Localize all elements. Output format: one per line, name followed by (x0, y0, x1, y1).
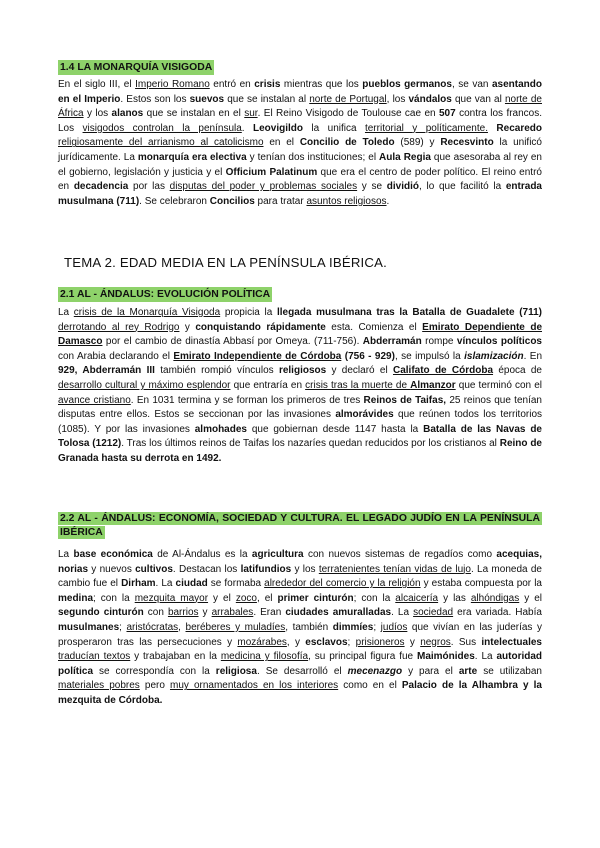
text-run: esclavos (305, 636, 348, 648)
text-run: crisis tras la muerte de (305, 379, 411, 391)
text-run: alhóndigas (470, 592, 520, 604)
text-run: y para el (402, 665, 459, 677)
text-run: entró en (209, 79, 255, 90)
text-run: conquistando rápidamente (195, 321, 326, 333)
text-run: ciudad (175, 578, 208, 590)
text-run: mezquita mayor (134, 592, 209, 604)
text-run: La (58, 549, 74, 560)
text-run: contra los francos. Los (58, 108, 543, 134)
text-run: y declaró el (326, 365, 393, 377)
text-run: medicina y filosofía (220, 651, 309, 663)
text-run: propicia la (220, 307, 277, 318)
text-run: ; (347, 636, 356, 648)
text-run: se formaba (207, 578, 265, 590)
text-run: asuntos religiosos (306, 195, 387, 207)
text-run: ; (373, 621, 381, 633)
text-run: y se (357, 181, 387, 193)
text-run: barrios (167, 607, 199, 619)
text-run: , se impulsó la (394, 350, 465, 362)
text-run: con nuevos sistemas de regadíos como (303, 549, 497, 560)
text-run: con (143, 607, 168, 619)
text-run: pero (139, 680, 170, 692)
text-run: era variada. Había (453, 607, 542, 619)
text-run: , y (286, 636, 306, 648)
text-run: 25 reinos que tenían disputas entre ellos. Estos se seccionan por las invasiones (58, 394, 542, 421)
text-run: y nuevos (88, 563, 136, 575)
text-run: vínculos políticos (456, 336, 542, 348)
text-run: Imperio Romano (135, 79, 210, 90)
text-run: . El Reino Visigodo de Toulouse cae en (257, 108, 439, 120)
section-1-4-heading: 1.4 LA MONARQUÍA VISIGODA (60, 62, 213, 73)
text-run: se correspondía con la (93, 665, 216, 677)
text-run: y (179, 321, 196, 333)
text-run: , su principal figura fue (308, 651, 417, 663)
text-run: y los (291, 563, 319, 575)
text-run: . La (391, 607, 414, 619)
text-run: muy ornamentados en los interiores (169, 680, 339, 692)
text-run: que era el centro de poder político. El reino entró en (58, 166, 542, 193)
text-run: sociedad (413, 607, 454, 619)
text-run: . Se desarrolló el (256, 665, 348, 677)
text-run: beréberes y muladíes (185, 621, 286, 633)
text-run: por el cambio de dinastía Abbasí por Omeya. (711-756). (102, 336, 363, 348)
text-run: latifundios (240, 563, 292, 575)
text-run: Palacio de la Alhambra y la mezquita de Córdoba. (58, 680, 542, 706)
text-run: . Eran (253, 607, 286, 619)
text-run: Concilios (209, 195, 255, 207)
text-run: traducían textos (58, 651, 131, 663)
text-run: alrededor del comercio y la religión (264, 578, 421, 590)
text-run: Officium Palatinum (225, 166, 318, 178)
text-run: que reúnen todos los territorios (1085). Y por las invasiones (58, 409, 543, 435)
text-run: la unifica (303, 122, 365, 134)
text-run: se utilizaban (477, 665, 542, 677)
text-run: y tenían dos instituciones; el (246, 151, 380, 163)
section-2-2-heading-wrap (58, 512, 542, 540)
text-run: Emirato Dependiente de Damasco (58, 321, 542, 348)
text-run: arrabales (211, 607, 254, 619)
text-run: que se instalan en el (143, 108, 245, 120)
text-run: ; con la (93, 592, 135, 604)
text-run: mientras que los (280, 79, 363, 90)
text-run: religiosa (215, 665, 257, 677)
text-run: autoridad política (58, 651, 543, 677)
text-run: vándalos (408, 93, 452, 105)
text-run: mozárabes (237, 636, 287, 648)
text-run: Emirato Independiente de Córdoba (173, 350, 342, 362)
text-run: intelectuales (481, 636, 542, 648)
text-run: rompe (421, 336, 457, 348)
text-run: agricultura (251, 549, 304, 560)
text-run: y los (83, 108, 112, 120)
text-run: . (386, 195, 390, 207)
text-run: dimmíes (332, 621, 374, 633)
text-run: desarrollo cultural y máximo esplendor (58, 379, 231, 391)
text-run: y el (208, 592, 236, 604)
text-run: almohades (194, 423, 247, 435)
text-run: Recesvinto (440, 137, 494, 149)
section-2-1-paragraph (58, 306, 542, 467)
text-run: pueblos germanos (362, 79, 452, 90)
text-run: llegada musulmana tras la Batalla de Guadalete (711) (276, 307, 543, 318)
text-run: crisis de la Monarquía Visigoda (73, 307, 221, 318)
text-run: que se instalan al (224, 93, 310, 105)
text-run: . Sus (450, 636, 482, 648)
section-2-1-heading-wrap (58, 284, 272, 302)
text-run: Dirham (121, 578, 156, 590)
text-run: y el (519, 592, 543, 604)
text-run: ciudades amuralladas (285, 607, 392, 619)
text-run: visigodos controlan la península (82, 122, 242, 134)
text-run: 929, Abderramán III (58, 365, 155, 377)
text-run: , también (285, 621, 333, 633)
text-run: 507 (438, 108, 456, 120)
text-run: Califato de Córdoba (392, 365, 494, 377)
text-run: y las (438, 592, 471, 604)
text-run: asentando en el Imperio (58, 79, 542, 105)
text-run: como en el (338, 680, 402, 692)
text-run: . (241, 122, 253, 134)
text-run: base económica (73, 549, 153, 560)
text-run: y (198, 607, 212, 619)
text-run: religiosos (278, 365, 327, 377)
text-run: la unificó jurídicamente. La (58, 137, 542, 163)
text-run: dividió (386, 181, 419, 193)
text-run: Recaredo (496, 122, 542, 134)
text-run: territorial y políticamente. (364, 122, 488, 134)
text-run: Maimónides (417, 651, 475, 663)
text-run: Abderramán (362, 336, 422, 348)
tema-2-title: TEMA 2. EDAD MEDIA EN LA PENÍNSULA IBÉRICA. (64, 255, 387, 270)
text-run: terratenientes tenían vidas de lujo (318, 563, 471, 575)
text-run: norte de África (58, 93, 542, 120)
text-run: religiosamente del arrianismo al catolicismo (58, 137, 264, 149)
text-run: y estaba compuesta por la (420, 578, 542, 590)
text-run: de Al-Ándalus es la (152, 549, 252, 560)
text-run: que vivían en las juderías y prosperaron tras las persecuciones y (58, 621, 542, 648)
text-run: primer cinturón (277, 592, 354, 604)
text-run: Leovigildo (253, 122, 303, 134)
text-run: ; con la (353, 592, 396, 604)
text-run: . En (523, 350, 543, 362)
text-run: mecenazgo (347, 665, 403, 677)
text-run: decadencia (73, 181, 129, 193)
text-run: y trabajaban en la (130, 651, 221, 663)
text-run: en el (263, 137, 300, 149)
text-run: . Tras los últimos reinos de Taifas los nazaríes quedan reducidos por los cristianos al (121, 438, 500, 450)
text-run: con Arabia declarando el (58, 350, 174, 362)
text-run: monarquía era electiva (137, 151, 247, 163)
text-run: derrotando al rey Rodrigo (58, 321, 180, 333)
text-run: . Se celebraron (139, 195, 210, 207)
section-1-4-heading-wrap (58, 57, 214, 75)
text-run: islamización (464, 350, 524, 362)
text-run: prisioneros (355, 636, 405, 648)
text-run: judíos (380, 621, 408, 633)
text-run: , los (386, 93, 409, 105)
section-2-1-heading: 2.1 AL - ÁNDALUS: EVOLUCIÓN POLÍTICA (60, 289, 271, 300)
text-run: Batalla de las Navas de Tolosa (1212) (58, 423, 542, 450)
text-run: , el (256, 592, 278, 604)
text-run: , lo que facilitó la (419, 181, 506, 193)
text-run: crisis (254, 79, 281, 90)
text-run: acequias, norias (58, 549, 542, 575)
text-run: negros (420, 636, 451, 648)
text-run: . En 1031 termina y se forman los primeros de tres (130, 394, 364, 406)
text-run: para tratar (254, 195, 307, 207)
text-run: también rompió vínculos (154, 365, 279, 377)
text-run: arte (458, 665, 478, 677)
text-run: por las (128, 181, 170, 193)
text-run: (589) y (394, 137, 441, 149)
text-run: suevos (189, 93, 225, 105)
text-run: En el siglo III, el (58, 79, 136, 90)
text-run: Reinos de Taifas, (363, 394, 447, 406)
text-run: . Destacan los (172, 563, 241, 575)
text-run: (756 - 929) (344, 350, 395, 362)
text-run: segundo cinturón (58, 607, 144, 619)
text-run: , (178, 621, 186, 633)
text-run: . Estos son los (120, 93, 190, 105)
text-run: que van al (451, 93, 505, 105)
text-run: materiales pobres (58, 680, 140, 692)
text-run: Reino de Granada hasta su derrota en 1492. (58, 438, 542, 464)
text-run: . La moneda de cambio fue el (58, 563, 542, 590)
section-1-4-paragraph (58, 78, 542, 209)
text-run: época de (493, 365, 542, 377)
text-run: Aula Regia (379, 151, 431, 163)
text-run: sur (244, 108, 258, 120)
text-run: que asesoraba al rey en el gobierno, legislación y justicia y el (58, 151, 542, 178)
text-run: ; (119, 621, 127, 633)
text-run: alanos (111, 108, 144, 120)
text-run: almorávides (335, 409, 394, 421)
text-run: Almanzor (410, 379, 456, 391)
text-run: que entraría en (230, 379, 306, 391)
text-run: alcaicería (395, 592, 439, 604)
text-run: y (404, 636, 421, 648)
text-run: cultivos (135, 563, 173, 575)
text-run: que gobiernan desde 1147 hasta la (246, 423, 424, 435)
text-run: aristócratas (126, 621, 179, 633)
text-run: disputas del poder y problemas sociales (169, 181, 358, 193)
text-run: norte de Portugal (309, 93, 387, 105)
text-run: . La (474, 651, 497, 663)
text-run: La (58, 307, 74, 318)
text-run: zoco (235, 592, 257, 604)
text-run: esta. Comienza el (325, 321, 423, 333)
section-2-2-paragraph (58, 548, 542, 709)
text-run: musulmanes (58, 621, 120, 633)
text-run: Concilio de Toledo (299, 137, 395, 149)
text-run: avance cristiano (58, 394, 131, 406)
text-run: . La (155, 578, 176, 590)
text-run: , se van (451, 79, 492, 90)
text-run: que terminó con el (455, 379, 542, 391)
section-2-2-heading: 2.2 AL - ÁNDALUS: ECONOMÍA, SOCIEDAD Y CULTURA. EL LEGADO JUDÍO EN LA PENÍNSULA IBÉRICA (60, 513, 540, 538)
text-run: medina (58, 592, 94, 604)
text-run: entrada musulmana (711) (58, 181, 542, 207)
